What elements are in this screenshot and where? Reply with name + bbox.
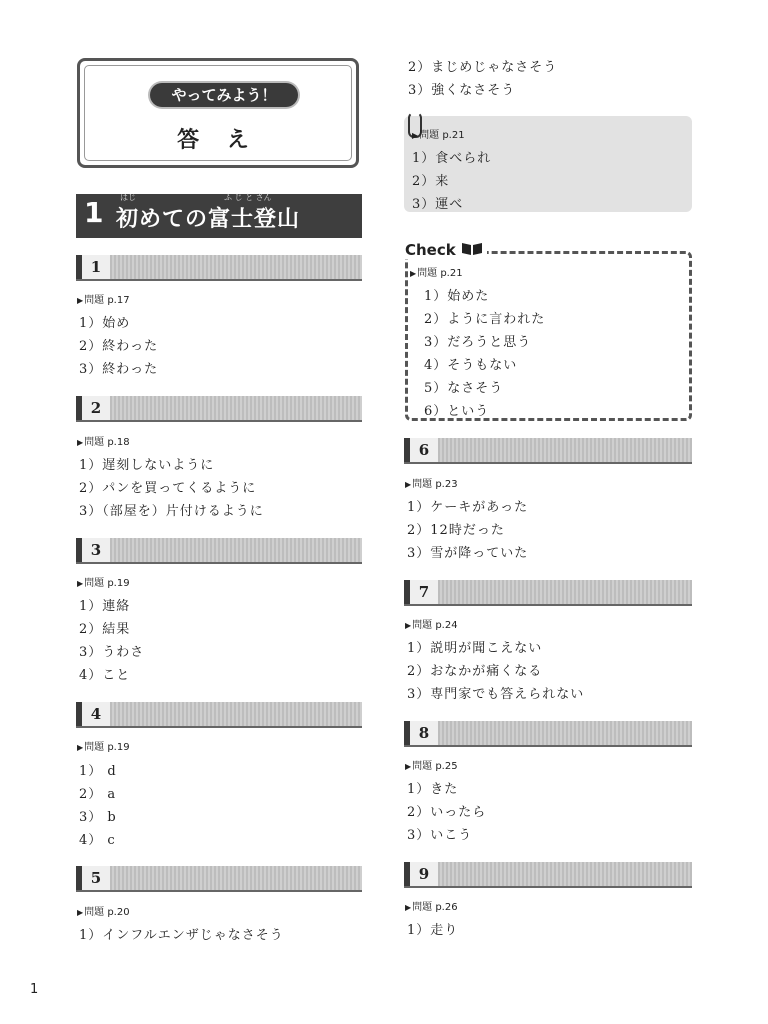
answer-line: 1）走り [407, 923, 459, 938]
chapter-ruby-1: はじ [120, 193, 136, 202]
problem-ref: ▶ 問題 p.19 [77, 738, 130, 753]
answer-line: 2）来 [412, 174, 450, 189]
answer-line: 6）という [424, 404, 490, 419]
answer-line: 3）運べ [412, 197, 464, 212]
chapter-title: 初めての富士登山 [116, 207, 301, 232]
section-header-9 [404, 862, 692, 888]
answer-line: 1）遅刻しないように [79, 458, 215, 473]
answer-line: 2）おなかが痛くなる [407, 664, 543, 679]
answer-line: 2）12時だった [407, 523, 505, 538]
section-header-8 [404, 721, 692, 747]
section-number: 1 [76, 255, 110, 279]
answer-line: 1）連絡 [79, 599, 131, 614]
answer-line: 3）終わった [79, 362, 159, 377]
answers-title: 答 え [177, 128, 259, 153]
answer-line: 3）強くなさそう [408, 83, 516, 98]
answer-line: 5）なさそう [424, 381, 504, 396]
problem-ref: ▶ 問題 p.21 [410, 264, 463, 279]
problem-ref: ▶ 問題 p.21 [412, 126, 465, 141]
answer-line: 3）（部屋を）片付けるように [79, 504, 264, 519]
section-number: 8 [404, 721, 438, 745]
answer-line: 2）パンを買ってくるように [79, 481, 257, 496]
answer-line: 3）雪が降っていた [407, 546, 529, 561]
answer-line: 3）だろうと思う [424, 335, 532, 350]
answer-line: 3）うわさ [79, 645, 145, 660]
answer-line: 1）ケーキがあった [407, 500, 529, 515]
answer-line: 3）専門家でも答えられない [407, 687, 585, 702]
book-icon [461, 242, 483, 256]
answer-line: 4）こと [79, 668, 131, 683]
answer-line: 2）結果 [79, 622, 131, 637]
answer-line: 1） d [79, 764, 117, 779]
section-header-1 [76, 255, 362, 281]
answer-line: 3） b [79, 810, 117, 825]
section-number: 6 [404, 438, 438, 462]
page-number: 1 [30, 982, 39, 997]
problem-ref: ▶ 問題 p.17 [77, 291, 130, 306]
answer-line: 1）インフルエンザじゃなさそう [79, 928, 284, 943]
answer-line: 3）いこう [407, 828, 473, 843]
title-box [77, 58, 359, 168]
chapter-banner [76, 194, 362, 238]
answer-line: 1）始め [79, 316, 131, 331]
section-header-7 [404, 580, 692, 606]
answer-line: 1）始めた [424, 289, 490, 304]
section-number: 3 [76, 538, 110, 562]
answer-line: 4） c [79, 833, 116, 848]
section-number: 5 [76, 866, 110, 890]
answer-line: 2）まじめじゃなさそう [408, 60, 558, 75]
problem-ref: ▶ 問題 p.19 [77, 574, 130, 589]
problem-ref: ▶ 問題 p.24 [405, 616, 458, 631]
answer-line: 2）ように言われた [424, 312, 546, 327]
section-number: 9 [404, 862, 438, 886]
answer-line: 2） a [79, 787, 117, 802]
answer-line: 1）きた [407, 782, 459, 797]
answer-line: 2）終わった [79, 339, 159, 354]
problem-ref: ▶ 問題 p.25 [405, 757, 458, 772]
section-header-6 [404, 438, 692, 464]
try-it-badge: やってみよう！ [150, 83, 298, 107]
chapter-number: 1 [84, 196, 104, 229]
section-number: 7 [404, 580, 438, 604]
section-header-4 [76, 702, 362, 728]
chapter-ruby-2: ふ じ と さん [224, 193, 272, 202]
problem-ref: ▶ 問題 p.26 [405, 898, 458, 913]
section-header-2 [76, 396, 362, 422]
problem-ref: ▶ 問題 p.20 [77, 903, 130, 918]
check-label [405, 241, 487, 259]
answer-line: 1）説明が聞こえない [407, 641, 543, 656]
section-header-5 [76, 866, 362, 892]
answer-line: 2）いったら [407, 805, 487, 820]
section-number: 2 [76, 396, 110, 420]
section-header-3 [76, 538, 362, 564]
problem-ref: ▶ 問題 p.18 [77, 433, 130, 448]
check-label-text: Check [405, 241, 456, 259]
section-number: 4 [76, 702, 110, 726]
answer-line: 1）食べられ [412, 151, 492, 166]
problem-ref: ▶ 問題 p.23 [405, 475, 458, 490]
answer-line: 4）そうもない [424, 358, 518, 373]
